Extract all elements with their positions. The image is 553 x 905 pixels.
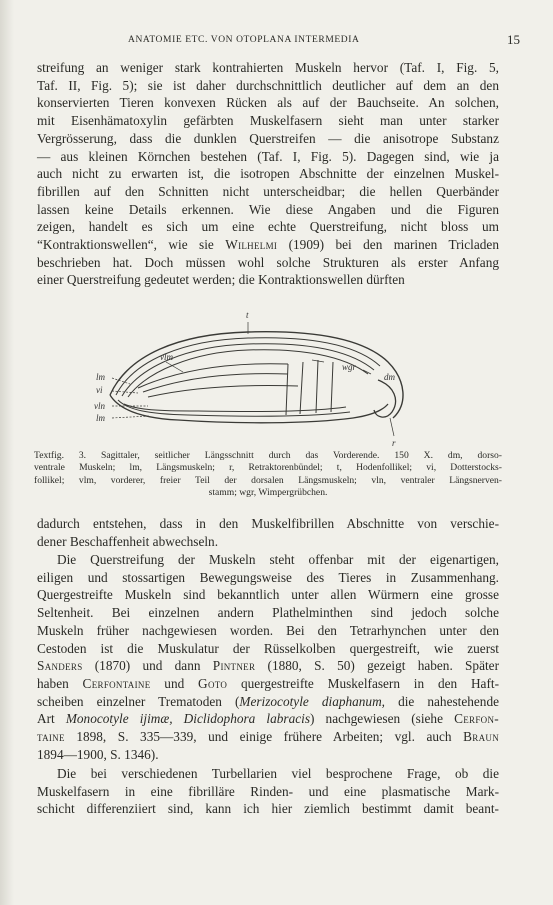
paragraph-4 [37, 765, 499, 818]
text-line: 1894—1900, S. 1346). [37, 746, 159, 762]
text-line: dener Beschaffenheit abwechseln. [37, 533, 219, 549]
figure-label-dm: dm [384, 372, 395, 382]
text-line: auch nicht zu erwarten ist, die isotropen Abschnitte der einzelnen Muskel- [37, 166, 499, 182]
page-number: 15 [507, 32, 520, 47]
text-line [37, 657, 499, 675]
text-run: die nahestehende [385, 693, 499, 709]
text-line: einer Querstreifung gedeutet werden; die Kontraktionswellen dürften [37, 272, 405, 288]
author-name: Pintner [212, 658, 256, 674]
author-name: Cerfon- [454, 711, 499, 727]
author-name: Braun [463, 729, 499, 745]
figure-label-vi: vi [96, 385, 103, 395]
text-line: Cestoden ist die Muskulatur der Rüsselkolben quergestreift, wie zuerst [37, 640, 499, 656]
text-line: Muskeln früher nachgewiesen worden. Bei den Tetrarhynchen unter den [37, 622, 499, 638]
text-line: Muskelfasern in eine fibrilläre Rinden- und eine plasmatische Mark- [37, 783, 499, 799]
text-line: dadurch entstehen, dass in den Muskelfibrillen Abschnitte von verschie- [37, 516, 499, 531]
sagittal-section-figure [88, 300, 418, 450]
text-line: streifung an weniger stark kontrahierten Muskeln hervor (Taf. I, Fig. 5, [37, 60, 499, 75]
text-run: (1909) bei den marinen Tricladen [277, 237, 499, 253]
author-name: Sanders [37, 658, 83, 674]
running-header [40, 33, 520, 49]
text-line: Die Querstreifung der Muskeln steht offenbar mit der eigenartigen, [57, 552, 499, 567]
text-line [37, 675, 499, 693]
text-run: ) nachgewiesen (siehe [310, 711, 455, 727]
text-line: Quergestreifte Muskeln sind bekanntlich unter allen Würmern eine grosse [37, 587, 499, 603]
text-line: — aus kleinen Körnchen bestehen (Taf. I, Fig. 5). Dagegen sind, wie ja [37, 148, 499, 164]
text-run: und [150, 675, 199, 691]
figure-label-vln: vln [94, 401, 105, 411]
text-run: Art [37, 711, 66, 727]
text-line: fibrillen auf den Schnitten nicht unterscheidbar; die hellen Querbänder [37, 183, 499, 199]
caption-line: follikel; vlm, vorderer, freier Teil der dorsalen Längsmuskeln; vln, ventraler Längsnerven- [34, 474, 502, 486]
figure-label-lm-lower: lm [96, 413, 105, 423]
text-run: (1870) und dann [82, 658, 213, 674]
text-line: Vergrösserung, dass die dunklen Querstreifen — die anisotrope Substanz [37, 130, 499, 146]
text-line: Seltenheit. Bei einzelnen andern Plathelminthen sind jedoch solche [37, 605, 499, 621]
author-name: Wilhelmi [225, 237, 278, 253]
text-run: quergestreifte Muskelfasern in den Haft- [227, 675, 499, 691]
caption-line: Textfig. 3. Sagittaler, seitlicher Längsschnitt durch das Vorderende. 150 X. dm, dorso- [34, 450, 502, 461]
text-line [37, 236, 499, 254]
text-line: Die bei verschiedenen Turbellarien viel besprochene Frage, ob die [57, 766, 499, 781]
text-line: konservierten Tieren konvexen Rücken als auf der Bauchseite. An solchen, [37, 95, 499, 111]
figure-label-vlm: vlm [160, 352, 173, 362]
text-run: scheiben einzelner Trematoden ( [37, 693, 240, 709]
figure-label-wgr: wgr [342, 362, 357, 372]
paragraph-2 [37, 515, 499, 550]
species-name: Merizocotyle diaphanum, [239, 693, 386, 709]
text-line: eiligen und stossartigen Bewegungsweise des Tieres in Zusammenhang. [37, 569, 499, 585]
text-line: schicht differenziiert sind, kann ich hier ziemlich bestimmt damit beant- [37, 801, 499, 817]
text-line: lassen keine Details erkennen. Wie diese Angaben und die Figuren [37, 201, 499, 217]
text-run: (1880, S. 50) gezeigt haben. Später [255, 658, 500, 674]
text-line [37, 710, 499, 728]
page-gutter-shadow [0, 0, 14, 905]
text-line [37, 728, 499, 746]
author-name: taine [37, 729, 65, 745]
figure-label-r: r [392, 438, 396, 448]
running-title: ANATOMIE ETC. VON OTOPLANA INTERMEDIA [128, 35, 360, 45]
text-line: mit Eisenhämatoxylin gefärbten Muskelfasern sieht man unter starker [37, 113, 499, 129]
paragraph-3 [37, 551, 499, 763]
text-line: zeigen, handelt es sich um eine echte Querstreifung, nicht bloss um [37, 219, 499, 235]
figure-label-lm-upper: lm [96, 372, 105, 382]
text-run: 1898, S. 335—339, und einige frühere Arbeiten; vgl. auch [64, 729, 464, 745]
species-name: Monocotyle ijimæ, Diclidophora labracis [65, 711, 311, 727]
caption-line: stamm; wgr, Wimpergrübchen. [208, 487, 328, 499]
text-line: Taf. II, Fig. 5); sie ist daher durchschnittlich deutlicher auf dem an den [37, 77, 499, 93]
text-run: haben [37, 675, 83, 691]
author-name: Goto [198, 675, 228, 691]
text-line: beschrieben hat. Doch müssen wohl solche Strukturen als erster Anfang [37, 254, 499, 270]
paragraph-1 [37, 59, 499, 289]
text-run: “Kontraktionswellen“, wie sie [37, 237, 226, 253]
figure-caption [34, 450, 502, 500]
author-name: Cerfontaine [82, 675, 151, 691]
text-line [37, 693, 499, 711]
figure-label-t: t [246, 310, 249, 320]
caption-line: ventrale Muskeln; lm, Längsmuskeln; r, Retraktorenbündel; t, Hodenfollikel; vi, Dotterstocks- [34, 462, 502, 474]
